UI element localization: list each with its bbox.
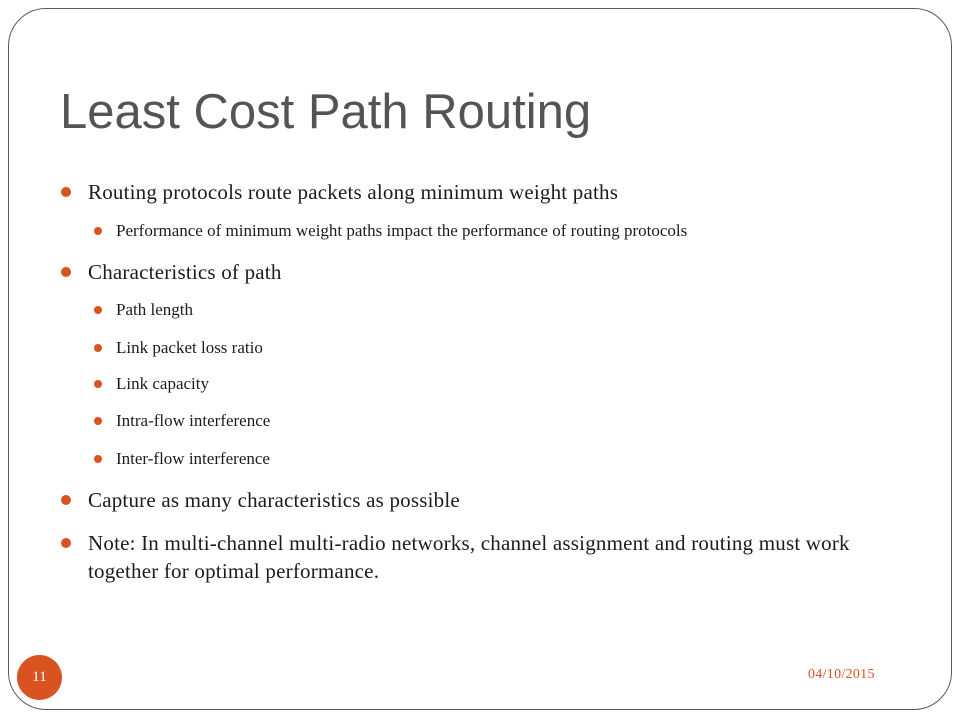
bullet-dot-icon	[94, 227, 102, 235]
bullet-text: Intra-flow interference	[116, 411, 271, 430]
bullet-text: Link packet loss ratio	[116, 338, 263, 357]
slide-title: Least Cost Path Routing	[60, 85, 592, 139]
sub-bullet-inter-flow	[116, 447, 270, 471]
sub-bullet-link-capacity	[116, 372, 209, 396]
bullet-characteristics	[88, 258, 282, 286]
bullet-note	[88, 529, 918, 585]
bullet-text: Routing protocols route packets along minimum weight paths	[88, 180, 619, 204]
sub-bullet-path-length	[116, 298, 193, 322]
footer-date: 04/10/2015	[808, 667, 875, 682]
bullet-routing-protocols	[88, 178, 618, 206]
sub-bullet-intra-flow	[116, 409, 270, 433]
bullet-text: Link capacity	[116, 374, 209, 393]
bullet-text: Path length	[116, 300, 193, 319]
sub-bullet-performance	[116, 219, 687, 243]
bullet-dot-icon	[94, 344, 102, 352]
bullet-text: Inter-flow interference	[116, 449, 270, 468]
bullet-dot-icon	[94, 380, 102, 388]
bullet-text: Capture as many characteristics as possible	[88, 488, 460, 512]
bullet-dot-icon	[61, 495, 71, 505]
bullet-dot-icon	[61, 267, 71, 277]
bullet-dot-icon	[94, 455, 102, 463]
bullet-text: Performance of minimum weight paths impact the performance of routing protocols	[116, 221, 688, 240]
page-number-badge: 11	[17, 655, 62, 700]
sub-bullet-loss-ratio	[116, 336, 263, 360]
bullet-text: Characteristics of path	[88, 260, 282, 284]
bullet-dot-icon	[61, 187, 71, 197]
bullet-text: Note: In multi-channel multi-radio networks, channel assignment and routing must work together for optimal performance.	[88, 531, 850, 583]
bullet-capture	[88, 486, 460, 514]
bullet-dot-icon	[94, 306, 102, 314]
bullet-dot-icon	[61, 538, 71, 548]
bullet-dot-icon	[94, 417, 102, 425]
